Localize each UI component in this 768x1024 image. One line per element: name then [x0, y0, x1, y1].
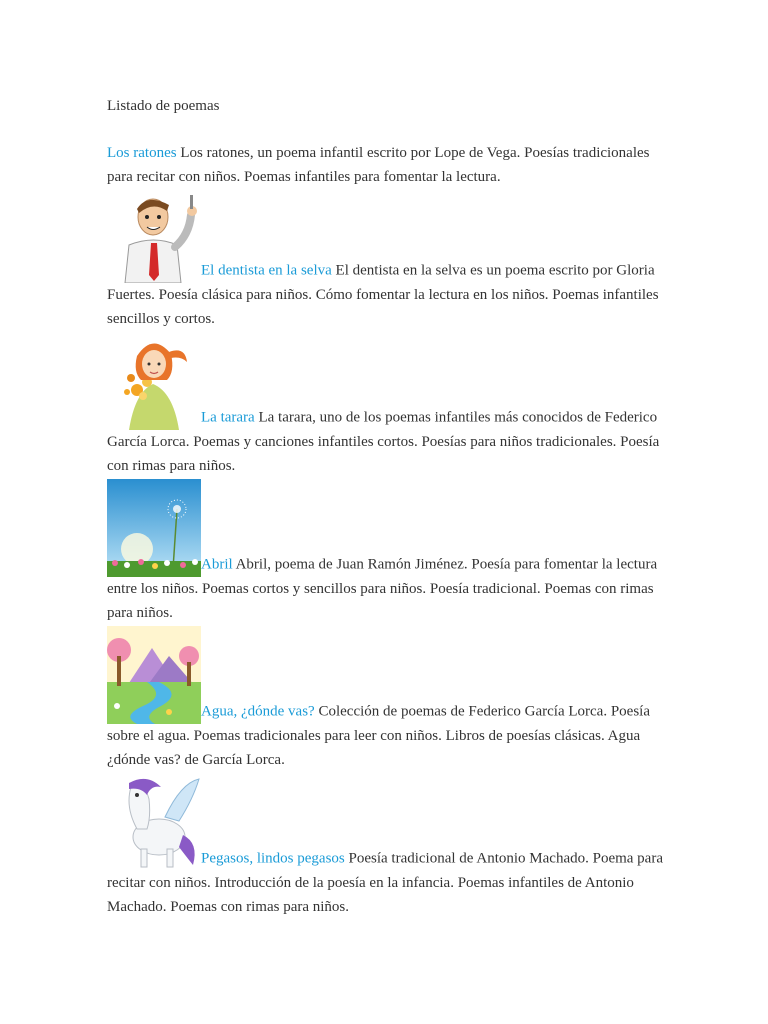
poem-description: Abril, poema de Juan Ramón Jiménez. Poesía para fomentar la lectura entre los niños. Poemas cortos y sencillos para niños. Poesía tradicional. Poemas con rimas para niños.: [107, 556, 658, 622]
poem-entry-el-dentista-en-la-selva: [107, 185, 667, 332]
girl-with-flowers-image: [107, 332, 201, 430]
poem-link-pegasos-lindos-pegasos[interactable]: Pegasos, lindos pegasos: [201, 850, 345, 867]
poem-entry-la-tarara: [107, 332, 667, 479]
page-title: Listado de poemas: [107, 98, 220, 114]
poem-link-la-tarara[interactable]: La tarara: [201, 409, 255, 426]
poem-description: La tarara, uno de los poemas infantiles más conocidos de Federico García Lorca. Poemas y canciones infantiles cortos. Poesías para niños tradicionales. Poesía con rimas para niños.: [107, 409, 660, 475]
poem-link-agua-donde-vas[interactable]: Agua, ¿dónde vas?: [201, 703, 315, 720]
poem-link-abril[interactable]: Abril: [201, 556, 233, 573]
poem-description: Poesía tradicional de Antonio Machado. Poema para recitar con niños. Introducción de la poesía en la infancia. Poemas infantiles de Antonio Machado. Poemas con rimas para niños.: [107, 850, 663, 916]
pegasus-cartoon-image: [107, 773, 201, 871]
dandelion-meadow-image: [107, 479, 201, 577]
dentist-cartoon-image: [107, 185, 201, 283]
poem-entry-agua-donde-vas: [107, 626, 667, 773]
poem-description: El dentista en la selva es un poema escrito por Gloria Fuertes. Poesía clásica para niños. Cómo fomentar la lectura en los niños. Poemas infantiles sencillos y cortos.: [107, 262, 659, 328]
poem-description: Colección de poemas de Federico García Lorca. Poesía sobre el agua. Poemas tradicionales para leer con niños. Libros de poesías clásicas. Agua ¿dónde vas? de García Lorca.: [107, 703, 650, 769]
poem-link-el-dentista-en-la-selva[interactable]: El dentista en la selva: [201, 262, 332, 279]
poem-entry-abril: [107, 479, 667, 626]
river-landscape-image: [107, 626, 201, 724]
poem-description: Los ratones, un poema infantil escrito por Lope de Vega. Poesías tradicionales para recitar con niños. Poemas infantiles para fomentar la lectura.: [107, 145, 650, 186]
poem-link-los-ratones[interactable]: Los ratones: [107, 145, 177, 161]
poem-entry-pegasos-lindos-pegasos: [107, 773, 667, 920]
poem-entry-los-ratones: [107, 141, 667, 190]
